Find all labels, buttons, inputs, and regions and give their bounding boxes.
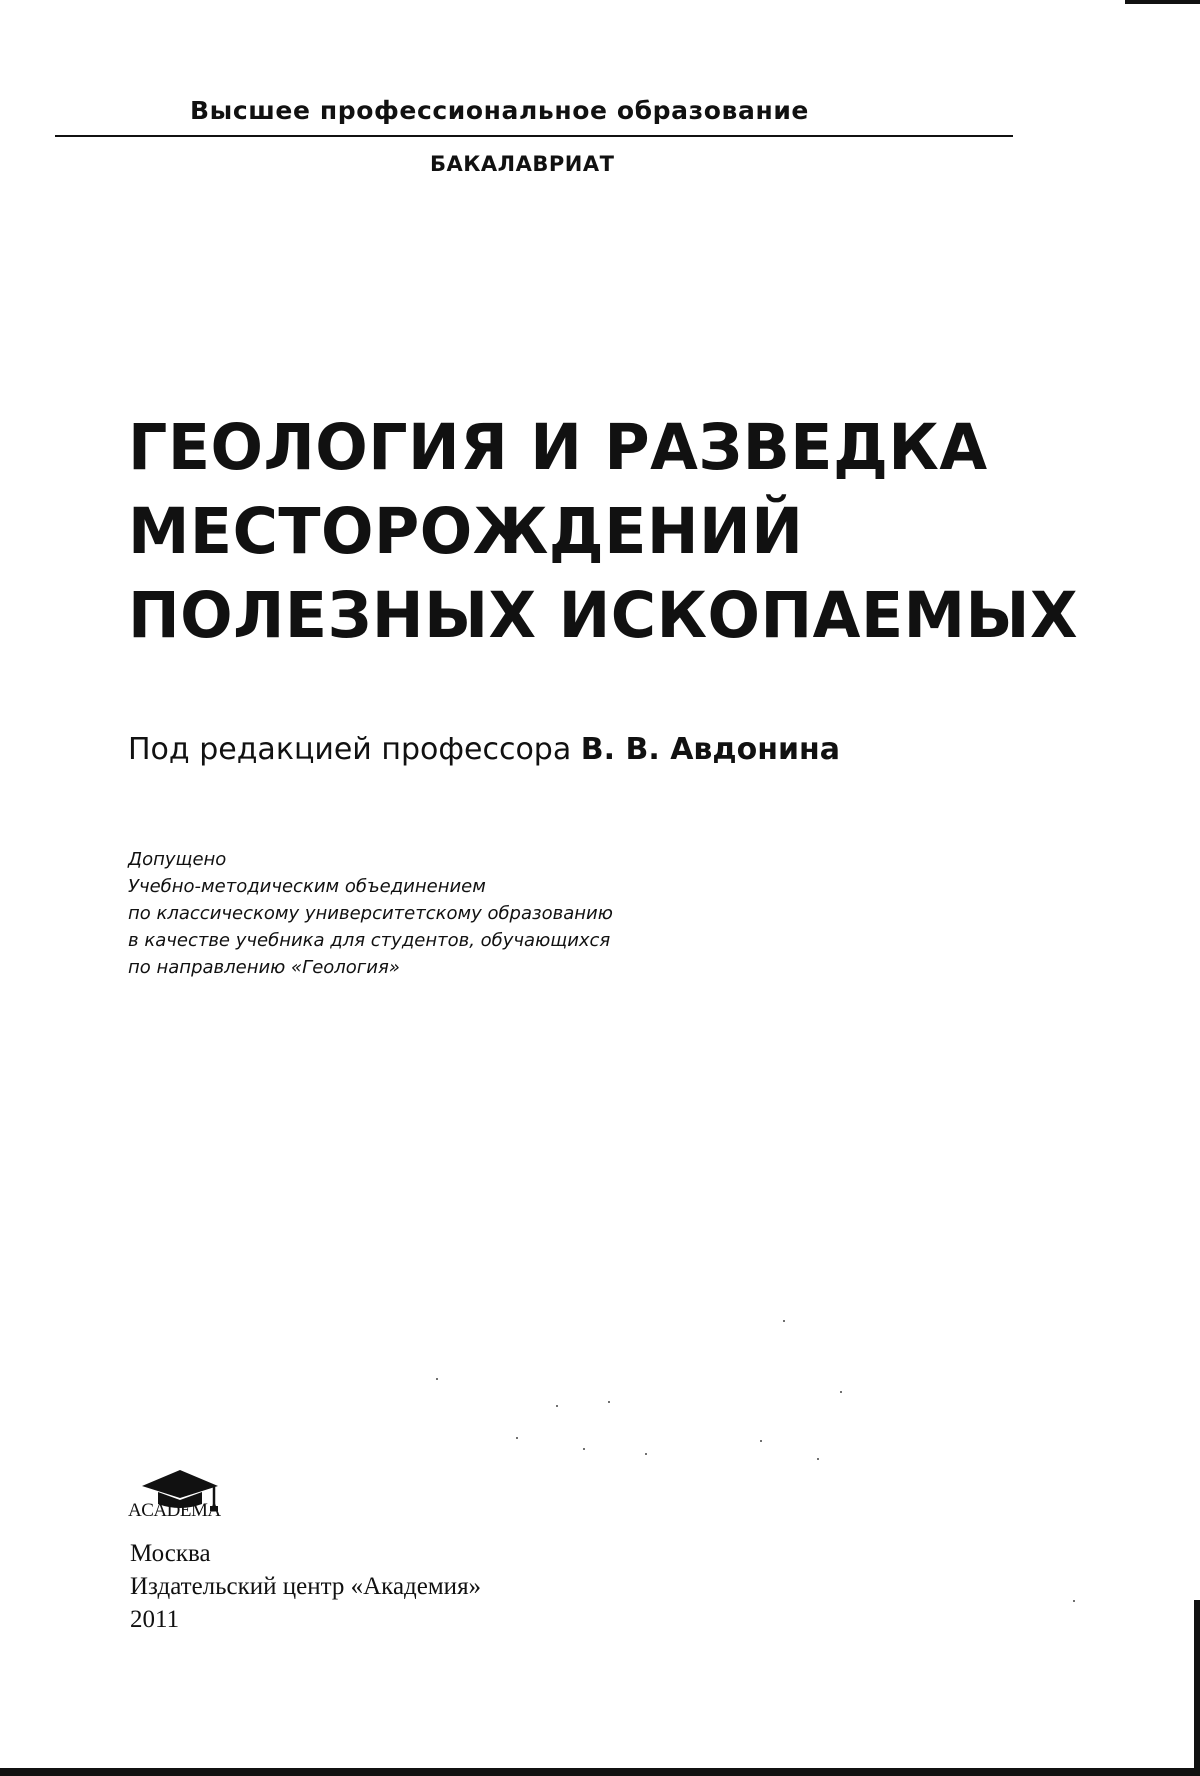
education-level: БАКАЛАВРИАТ: [430, 152, 615, 176]
editor-name: В. В. Авдонина: [580, 732, 840, 767]
scan-speck: [436, 1378, 438, 1380]
book-title-line: МЕСТОРОЖДЕНИЙ: [128, 495, 804, 568]
header-rule: [55, 135, 1013, 137]
series-title: Высшее профессиональное образование: [190, 96, 809, 125]
scan-speck: [556, 1405, 558, 1407]
scan-speck: [760, 1440, 762, 1442]
scan-speck: [817, 1458, 819, 1460]
approval-line: в качестве учебника для студентов, обучающихся: [128, 930, 611, 951]
scan-speck: [516, 1437, 518, 1439]
book-title: [128, 406, 1078, 658]
imprint-city: Москва: [130, 1540, 211, 1567]
approval-stamp: [128, 846, 613, 981]
scan-speck: [583, 1448, 585, 1450]
scan-speck: [645, 1453, 647, 1455]
imprint-year: 2011: [130, 1606, 180, 1633]
approval-line: Учебно-методическим объединением: [128, 876, 486, 897]
imprint: [130, 1537, 481, 1636]
scan-speck: [783, 1320, 785, 1322]
approval-line: по классическому университетскому образованию: [128, 903, 613, 924]
editor-line: [128, 732, 840, 767]
scan-speck: [1073, 1600, 1075, 1602]
book-title-line: ГЕОЛОГИЯ И РАЗВЕДКА: [128, 411, 988, 484]
editor-prefix: Под редакцией профессора: [128, 732, 581, 767]
scan-edge-bottom: [0, 1768, 1200, 1776]
publisher-logo-text: ACADEMA: [128, 1500, 221, 1521]
book-title-line: ПОЛЕЗНЫХ ИСКОПАЕМЫХ: [128, 579, 1079, 652]
imprint-publisher: Издательский центр «Академия»: [130, 1573, 482, 1600]
scan-speck: [608, 1401, 610, 1403]
scan-edge-right: [1194, 1600, 1200, 1776]
approval-line: по направлению «Геология»: [128, 957, 400, 978]
scan-edge-top: [1125, 0, 1200, 4]
scan-speck: [840, 1391, 842, 1393]
approval-line: Допущено: [128, 849, 227, 870]
